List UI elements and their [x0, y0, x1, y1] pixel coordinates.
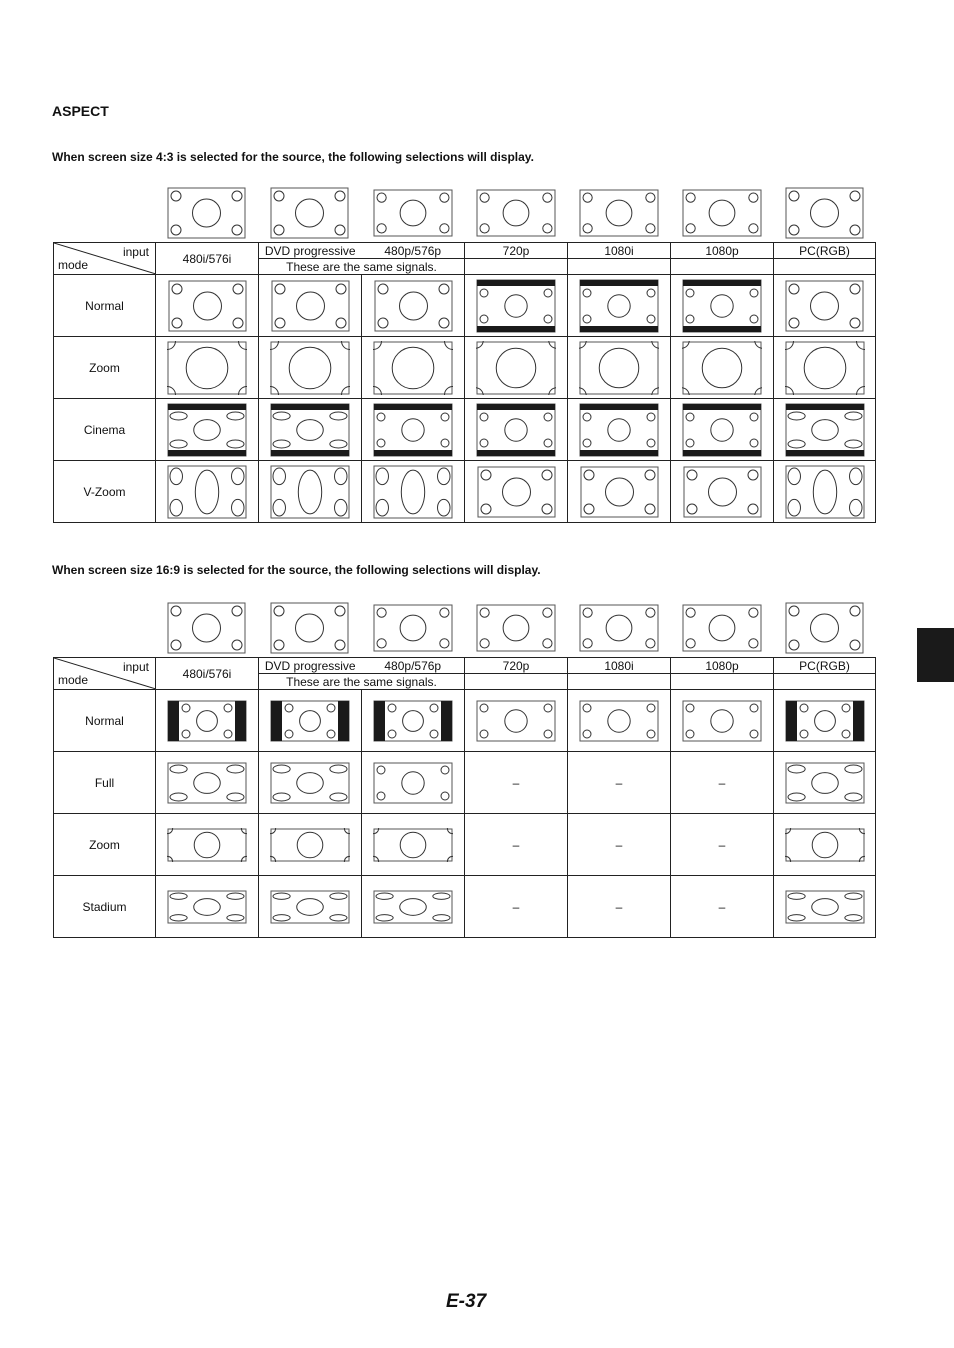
aspect-preview-cell [774, 752, 876, 814]
aspect-screen-icon [579, 279, 659, 333]
aspect-screen-icon [476, 403, 556, 457]
aspect-preview-cell [156, 461, 259, 523]
aspect-screen-icon [785, 465, 865, 519]
aspect-preview-cell [156, 876, 259, 938]
aspect-screen-icon [785, 762, 865, 804]
mode-label: mode [58, 673, 89, 687]
aspect-screen-icon [682, 279, 762, 333]
col-header-480p: 480p/576p [362, 658, 465, 674]
aspect-preview-cell [465, 399, 568, 461]
col-header-720p: 720p [465, 243, 568, 259]
col-header-1080i: 1080i [568, 658, 671, 674]
source-icon-cell [567, 599, 670, 657]
aspect-preview-cell [671, 337, 774, 399]
same-signals-note: These are the same signals. [259, 674, 465, 690]
aspect-screen-icon [373, 828, 453, 862]
aspect-screen-icon [682, 604, 762, 652]
aspect-screen-icon [270, 403, 350, 457]
mode-table [53, 657, 876, 938]
source-icon-row [53, 184, 875, 242]
aspect-screen-icon [580, 466, 659, 518]
aspect-screen-icon [785, 187, 864, 239]
aspect-preview-cell [774, 275, 876, 337]
mode-name: Stadium [54, 876, 156, 938]
aspect-screen-icon [579, 604, 659, 652]
source-icon-cell [464, 184, 567, 242]
aspect-preview-cell [362, 690, 465, 752]
mode-row-normal [54, 690, 876, 752]
aspect-preview-cell [362, 814, 465, 876]
aspect-screen-icon [477, 466, 556, 518]
aspect-preview-cell [259, 399, 362, 461]
mode-label: mode [58, 258, 89, 272]
aspect-screen-icon [373, 890, 453, 924]
aspect-screen-icon [270, 602, 349, 654]
aspect-screen-icon [270, 828, 350, 862]
aspect-preview-cell [568, 337, 671, 399]
aspect-screen-icon [682, 700, 762, 742]
mode-name: V-Zoom [54, 461, 156, 523]
aspect-preview-cell [568, 461, 671, 523]
source-icon-cell [258, 184, 361, 242]
source-icon-cell [670, 184, 773, 242]
aspect-preview-cell [465, 337, 568, 399]
aspect-preview-cell [156, 399, 259, 461]
source-icon-cell [361, 599, 464, 657]
aspect-preview-cell [259, 461, 362, 523]
aspect-screen-icon [682, 189, 762, 237]
aspect-preview-cell [259, 752, 362, 814]
source-icon-row [53, 599, 875, 657]
aspect-screen-icon [785, 602, 864, 654]
aspect-screen-icon [270, 700, 350, 742]
aspect-screen-icon [167, 700, 247, 742]
aspect-preview-cell [259, 275, 362, 337]
not-available: – [465, 752, 568, 814]
not-available: – [568, 752, 671, 814]
aspect-preview-cell [362, 876, 465, 938]
aspect-screen-icon [167, 187, 246, 239]
aspect-screen-icon [270, 465, 350, 519]
source-icon-cell [773, 599, 876, 657]
aspect-screen-icon [785, 890, 865, 924]
aspect-preview-cell [156, 690, 259, 752]
aspect-preview-cell [568, 399, 671, 461]
aspect-preview-cell [156, 814, 259, 876]
aspect-preview-cell [568, 690, 671, 752]
source-icon-cell [773, 184, 876, 242]
col-header-pc: PC(RGB) [774, 243, 876, 259]
mode-row-stadium [54, 876, 876, 938]
intro-16-9: When screen size 16:9 is selected for the source, the following selections will display. [52, 563, 541, 577]
aspect-screen-icon [167, 762, 247, 804]
col-header-480p: 480p/576p [362, 243, 465, 259]
not-available: – [465, 814, 568, 876]
aspect-screen-icon [271, 280, 350, 332]
aspect-screen-icon [785, 341, 865, 395]
aspect-preview-cell [465, 690, 568, 752]
input-mode-corner [54, 243, 156, 275]
same-signals-note: These are the same signals. [259, 259, 465, 275]
col-header-1080p: 1080p [671, 658, 774, 674]
input-mode-corner [54, 658, 156, 690]
aspect-preview-cell [362, 399, 465, 461]
aspect-preview-cell [259, 690, 362, 752]
aspect-screen-icon [476, 700, 556, 742]
aspect-screen-icon [579, 189, 659, 237]
source-icon-cell [361, 184, 464, 242]
aspect-screen-icon [374, 280, 453, 332]
not-available: – [671, 814, 774, 876]
aspect-screen-icon [167, 465, 247, 519]
source-icon-cell [155, 184, 258, 242]
aspect-screen-icon [270, 341, 350, 395]
aspect-preview-cell [156, 752, 259, 814]
aspect-preview-cell [774, 814, 876, 876]
mode-row-full [54, 752, 876, 814]
aspect-preview-cell [362, 275, 465, 337]
aspect-preview-cell [259, 814, 362, 876]
source-icon-cell [464, 599, 567, 657]
mode-name: Normal [54, 690, 156, 752]
mode-row-zoom [54, 814, 876, 876]
not-available: – [671, 752, 774, 814]
col-header-720p: 720p [465, 658, 568, 674]
aspect-preview-cell [671, 690, 774, 752]
aspect-table-16-9 [53, 599, 875, 938]
col-header-480i: 480i/576i [156, 658, 259, 690]
mode-name: Normal [54, 275, 156, 337]
aspect-screen-icon [167, 602, 246, 654]
section-heading: ASPECT [52, 103, 109, 119]
source-icon-cell [670, 599, 773, 657]
aspect-screen-icon [579, 341, 659, 395]
aspect-screen-icon [167, 341, 247, 395]
aspect-screen-icon [579, 403, 659, 457]
aspect-screen-icon [373, 700, 453, 742]
aspect-screen-icon [785, 403, 865, 457]
not-available: – [568, 814, 671, 876]
col-header-dvd: DVD progressive [259, 658, 362, 674]
mode-row-zoom [54, 337, 876, 399]
aspect-screen-icon [167, 890, 247, 924]
aspect-preview-cell [362, 752, 465, 814]
aspect-preview-cell [259, 337, 362, 399]
mode-row-cinema [54, 399, 876, 461]
source-icon-cell [567, 184, 670, 242]
aspect-screen-icon [785, 828, 865, 862]
aspect-preview-cell [774, 876, 876, 938]
aspect-preview-cell [259, 876, 362, 938]
aspect-screen-icon [683, 466, 762, 518]
source-icon-cell [155, 599, 258, 657]
mode-name: Full [54, 752, 156, 814]
side-index-tab [917, 628, 954, 682]
mode-name: Zoom [54, 337, 156, 399]
col-header-480i: 480i/576i [156, 243, 259, 275]
aspect-preview-cell [774, 461, 876, 523]
aspect-preview-cell [362, 461, 465, 523]
aspect-screen-icon [373, 403, 453, 457]
aspect-screen-icon [785, 700, 865, 742]
mode-row-v-zoom [54, 461, 876, 523]
aspect-screen-icon [476, 341, 556, 395]
aspect-screen-icon [373, 465, 453, 519]
mode-name: Zoom [54, 814, 156, 876]
aspect-screen-icon [476, 279, 556, 333]
aspect-preview-cell [362, 337, 465, 399]
aspect-preview-cell [465, 461, 568, 523]
mode-name: Cinema [54, 399, 156, 461]
not-available: – [671, 876, 774, 938]
col-header-dvd: DVD progressive [259, 243, 362, 259]
aspect-screen-icon [270, 762, 350, 804]
aspect-preview-cell [465, 275, 568, 337]
mode-row-normal [54, 275, 876, 337]
aspect-preview-cell [671, 275, 774, 337]
aspect-preview-cell [774, 399, 876, 461]
intro-4-3: When screen size 4:3 is selected for the source, the following selections will display. [52, 150, 534, 164]
aspect-screen-icon [579, 700, 659, 742]
aspect-screen-icon [373, 189, 453, 237]
aspect-screen-icon [373, 604, 453, 652]
aspect-table-4-3 [53, 184, 875, 523]
mode-table [53, 242, 876, 523]
not-available: – [465, 876, 568, 938]
page-number: E-37 [446, 1291, 487, 1312]
aspect-preview-cell [156, 337, 259, 399]
aspect-screen-icon [270, 187, 349, 239]
aspect-preview-cell [671, 399, 774, 461]
aspect-screen-icon [168, 280, 247, 332]
aspect-screen-icon [167, 828, 247, 862]
aspect-preview-cell [156, 275, 259, 337]
input-label: input [122, 660, 149, 674]
aspect-screen-icon [476, 604, 556, 652]
aspect-preview-cell [568, 275, 671, 337]
aspect-screen-icon [167, 403, 247, 457]
aspect-screen-icon [373, 762, 453, 804]
col-header-1080i: 1080i [568, 243, 671, 259]
aspect-preview-cell [774, 337, 876, 399]
aspect-screen-icon [682, 403, 762, 457]
aspect-screen-icon [476, 189, 556, 237]
col-header-pc: PC(RGB) [774, 658, 876, 674]
col-header-1080p: 1080p [671, 243, 774, 259]
aspect-preview-cell [774, 690, 876, 752]
not-available: – [568, 876, 671, 938]
input-label: input [122, 245, 149, 259]
aspect-preview-cell [671, 461, 774, 523]
aspect-screen-icon [682, 341, 762, 395]
aspect-screen-icon [785, 280, 864, 332]
source-icon-cell [258, 599, 361, 657]
aspect-screen-icon [270, 890, 350, 924]
aspect-screen-icon [373, 341, 453, 395]
